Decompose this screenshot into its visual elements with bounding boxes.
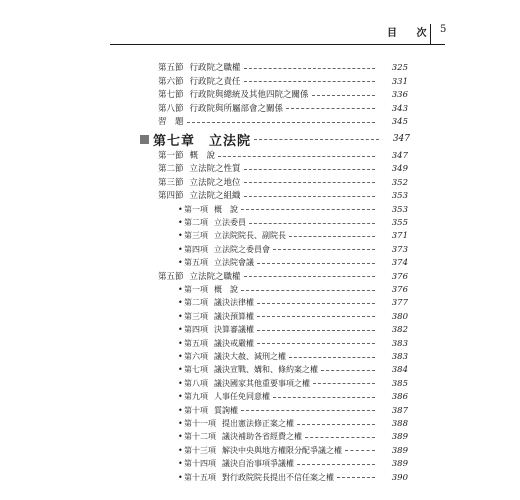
leader-dots — [273, 397, 375, 398]
toc-number: 第四項 — [184, 325, 208, 335]
toc-label: 質詢權 — [214, 405, 238, 415]
toc-subsection-row — [178, 244, 378, 256]
toc-label: 議決法律權 — [214, 298, 254, 308]
toc-page-number: 343 — [391, 103, 408, 114]
toc-number: 第二項 — [184, 298, 208, 308]
toc-label: 概 說 — [214, 204, 238, 214]
toc-subsection-row — [178, 391, 378, 403]
leader-dots — [273, 249, 375, 250]
toc-subsection-row — [178, 405, 378, 417]
leader-dots — [244, 276, 375, 277]
toc-page-number: 382 — [391, 325, 408, 336]
toc-page-number: 345 — [391, 117, 408, 127]
toc-subsection-row — [178, 418, 378, 430]
toc-number: 第十二項 — [184, 432, 216, 442]
toc-number: 第六項 — [184, 352, 208, 361]
toc-page-number: 383 — [391, 338, 408, 349]
toc-number: 第十一項 — [184, 419, 216, 428]
toc-section-row — [158, 62, 378, 74]
toc-section-row — [158, 116, 378, 128]
bullet-icon: • — [178, 258, 183, 268]
toc-page-number: 388 — [391, 419, 408, 429]
toc-number: 第六節 — [158, 76, 184, 87]
toc-label: 行政院之職權 — [189, 63, 241, 73]
toc-label: 對行政院院長提出不信任案之權 — [222, 472, 334, 482]
leader-dots — [337, 477, 375, 478]
toc-label: 決算審議權 — [214, 325, 254, 335]
toc-number: 第七項 — [184, 365, 208, 375]
leader-dots — [241, 209, 375, 210]
toc-label: 議決戒嚴權 — [214, 338, 254, 348]
leader-dots — [286, 108, 375, 109]
toc-label: 議決大赦、減刑之權 — [214, 352, 286, 361]
leader-dots — [241, 410, 375, 411]
leader-dots — [187, 122, 375, 123]
leader-dots — [244, 182, 375, 183]
toc-number: 第八項 — [184, 378, 208, 388]
leader-dots — [289, 357, 375, 358]
leader-dots — [312, 95, 375, 96]
bullet-icon: • — [178, 325, 183, 335]
leader-dots — [257, 330, 375, 331]
leader-dots — [297, 424, 375, 425]
toc-section-row — [158, 190, 378, 202]
leader-dots — [241, 290, 375, 291]
toc-number: 第二項 — [184, 218, 208, 227]
bullet-icon: • — [178, 432, 183, 442]
toc-number: 第一項 — [184, 204, 208, 214]
bullet-icon: • — [178, 244, 183, 254]
toc-section-row — [158, 89, 378, 101]
toc-number: 第三項 — [184, 311, 208, 321]
toc-page-number: 331 — [391, 76, 408, 87]
toc-page-number: 384 — [391, 365, 408, 376]
toc-page-number: 353 — [391, 191, 408, 202]
toc-number: 第五項 — [184, 338, 208, 348]
toc-section-row — [158, 103, 378, 115]
toc-page-number: 386 — [391, 392, 408, 403]
toc-label: 行政院與所屬部會之關係 — [189, 103, 284, 114]
toc-label: 議決國家其他重要事項之權 — [214, 378, 310, 388]
toc-page-number: 347 — [391, 151, 408, 161]
toc-number: 第一節 — [158, 151, 184, 161]
toc-page-number: 353 — [391, 204, 408, 215]
toc-subsection-row — [178, 257, 378, 269]
toc-section-row — [158, 163, 378, 175]
toc-subsection-row — [178, 297, 378, 309]
leader-dots — [321, 370, 375, 371]
toc-label: 議決自治事項爭議權 — [222, 459, 294, 469]
toc-subsection-row — [178, 311, 378, 323]
toc-number: 第十四項 — [184, 459, 216, 469]
toc-page-number: 355 — [391, 218, 408, 228]
chapter-title: 第七章 立法院 — [153, 133, 252, 149]
toc-subsection-row — [178, 472, 378, 484]
toc-label: 立法院之委員會 — [214, 244, 270, 254]
bullet-icon: • — [178, 285, 183, 294]
bullet-icon: • — [178, 445, 183, 455]
toc-page-number: 349 — [391, 164, 408, 175]
toc-label: 立法院之組織 — [189, 191, 241, 202]
toc-subsection-row — [178, 204, 378, 216]
toc-page-number: 390 — [391, 472, 408, 483]
toc-page-number: 336 — [391, 90, 408, 100]
bullet-icon: • — [178, 352, 183, 361]
leader-dots — [244, 81, 375, 82]
toc-section-row — [158, 150, 378, 162]
toc-number: 第十項 — [184, 405, 208, 415]
bullet-icon: • — [178, 338, 183, 348]
toc-subsection-row — [178, 458, 378, 470]
toc-label: 提出憲法修正案之權 — [222, 419, 294, 428]
toc-section-row — [158, 271, 378, 283]
toc-number: 第八節 — [158, 103, 184, 114]
toc-page-number: 373 — [391, 244, 408, 255]
header-page-number: 5 — [440, 24, 447, 35]
toc-page-number: 352 — [391, 177, 408, 188]
toc-number: 第七節 — [158, 90, 184, 100]
toc-section-row — [158, 177, 378, 189]
toc-subsection-row — [178, 324, 378, 336]
chapter-page: 347 — [392, 134, 410, 144]
leader-dots — [297, 464, 375, 465]
toc-page-number: 371 — [391, 231, 408, 242]
toc-label: 議決補助各省經費之權 — [222, 432, 302, 442]
toc-number: 第十五項 — [184, 472, 216, 482]
toc-subsection-row — [178, 364, 378, 376]
toc-number: 第五節 — [158, 63, 184, 73]
toc-number: 第五項 — [184, 258, 208, 268]
toc-subsection-row — [178, 217, 378, 229]
toc-label: 立法委員 — [214, 218, 246, 227]
toc-label: 立法院之地位 — [189, 177, 241, 188]
toc-page-number: 376 — [391, 271, 408, 282]
toc-label: 概 說 — [189, 151, 216, 161]
leader-dots — [313, 383, 375, 384]
toc-label: 立法院之性質 — [189, 164, 241, 175]
toc-label: 行政院之責任 — [189, 76, 241, 87]
toc-page-number: 389 — [391, 459, 408, 470]
toc-subsection-row — [178, 338, 378, 350]
toc-label: 議決預算權 — [214, 311, 254, 321]
bullet-icon: • — [178, 204, 183, 214]
bullet-icon: • — [178, 392, 183, 402]
toc-page-number: 376 — [391, 285, 408, 295]
bullet-icon: • — [178, 378, 183, 388]
toc-section-row — [158, 76, 378, 88]
toc-number: 第三項 — [184, 231, 208, 241]
toc-label: 解決中央與地方權限分配爭議之權 — [222, 445, 342, 455]
bullet-icon: • — [178, 218, 183, 227]
bullet-icon: • — [178, 231, 183, 241]
toc-page-number: 380 — [391, 311, 408, 322]
toc-page-number: 377 — [391, 298, 408, 309]
toc-label: 立法院會議 — [214, 258, 254, 268]
toc-label: 立法院院長、副院長 — [214, 231, 286, 241]
toc-subsection-row — [178, 378, 378, 390]
toc-label: 議決宣戰、媾和、條約案之權 — [214, 365, 318, 375]
toc-subsection-row — [178, 284, 378, 296]
toc-number: 第九項 — [184, 392, 208, 402]
toc-page-number: 389 — [391, 432, 408, 443]
leader-dots — [218, 156, 375, 157]
toc-page-number: 383 — [391, 352, 408, 362]
bullet-icon: • — [178, 459, 183, 469]
leader-dots — [254, 139, 379, 140]
toc-page-number: 385 — [391, 378, 408, 389]
toc-page-number: 374 — [391, 258, 408, 269]
bullet-icon: • — [178, 365, 183, 375]
leader-dots — [257, 316, 375, 317]
toc-page-number: 325 — [391, 63, 408, 73]
chapter-heading — [140, 131, 410, 147]
header-title: 目 次 — [387, 28, 435, 39]
toc-subsection-row — [178, 351, 378, 363]
toc-number: 習 題 — [158, 117, 184, 127]
leader-dots — [249, 223, 375, 224]
bullet-icon: • — [178, 472, 183, 482]
bullet-icon: • — [178, 298, 183, 308]
bullet-icon: • — [178, 311, 183, 321]
toc-subsection-row — [178, 230, 378, 242]
leader-dots — [289, 236, 375, 237]
leader-dots — [257, 303, 375, 304]
toc-label: 行政院與總統及其他四院之關係 — [189, 90, 309, 100]
toc-number: 第四項 — [184, 244, 208, 254]
toc-number: 第一項 — [184, 285, 208, 294]
toc-number: 第十三項 — [184, 445, 216, 455]
toc-number: 第二節 — [158, 164, 184, 175]
leader-dots — [345, 450, 375, 451]
chapter-marker-icon — [140, 135, 149, 144]
leader-dots — [257, 263, 375, 264]
toc-number: 第三節 — [158, 177, 184, 188]
leader-dots — [257, 343, 375, 344]
toc-label: 概 說 — [214, 285, 238, 294]
toc-page-number: 389 — [391, 445, 408, 456]
bullet-icon: • — [178, 419, 183, 428]
bullet-icon: • — [178, 405, 183, 415]
toc-subsection-row — [178, 445, 378, 457]
leader-dots — [305, 437, 375, 438]
toc-page-number: 387 — [391, 405, 408, 416]
leader-dots — [244, 169, 375, 170]
leader-dots — [244, 196, 375, 197]
toc-label: 立法院之職權 — [189, 271, 241, 282]
toc-label: 人事任免同意權 — [214, 392, 270, 402]
toc-subsection-row — [178, 431, 378, 443]
leader-dots — [244, 68, 375, 69]
toc-number: 第四節 — [158, 191, 184, 202]
toc-number: 第五節 — [158, 271, 184, 282]
